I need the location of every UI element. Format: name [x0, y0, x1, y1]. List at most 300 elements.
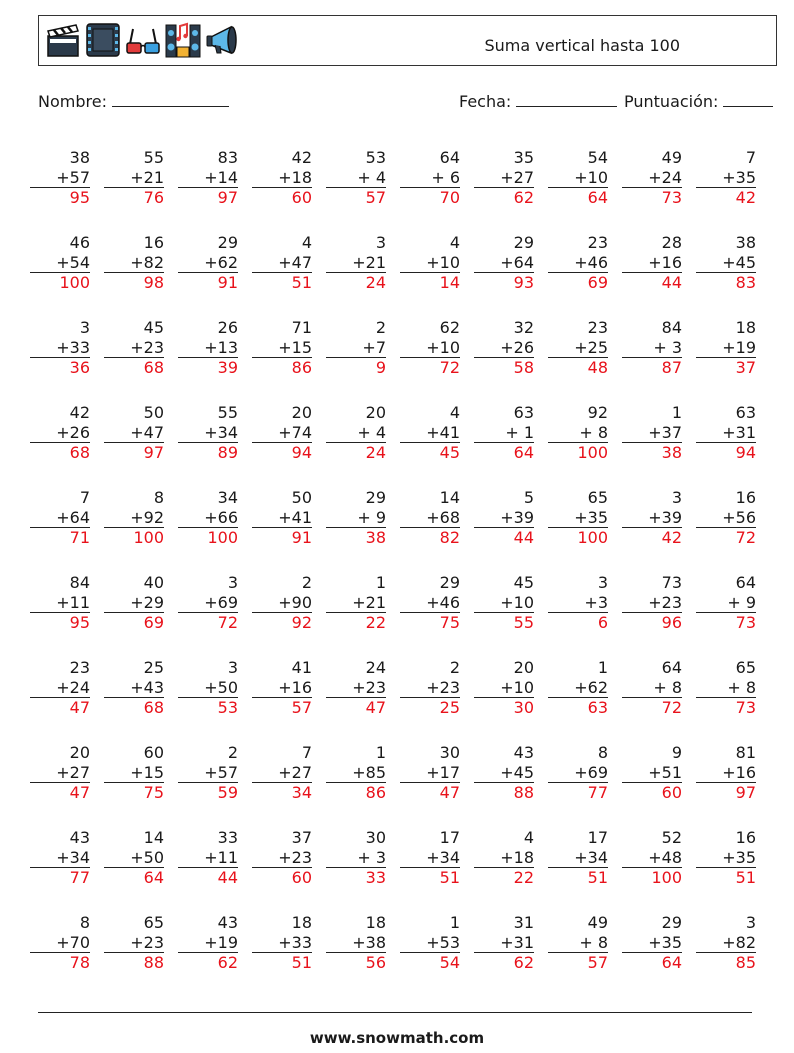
top-addend: 65: [143, 913, 164, 932]
answer: 57: [252, 697, 312, 718]
addition-problem: [178, 318, 238, 378]
addition-problem: [622, 233, 682, 293]
bottom-addend: +50: [130, 847, 164, 867]
top-addend: 4: [449, 403, 460, 422]
addition-problem: [622, 743, 682, 803]
answer: 64: [548, 187, 608, 208]
answer: 47: [30, 697, 90, 718]
top-addend: 17: [587, 828, 608, 847]
answer: 60: [622, 782, 682, 803]
bottom-addend: +39: [500, 507, 534, 527]
top-addend: 9: [671, 743, 682, 762]
top-addend: 40: [143, 573, 164, 592]
answer: 14: [400, 272, 460, 293]
bottom-addend: +10: [426, 252, 460, 272]
answer: 55: [474, 612, 534, 633]
bottom-addend: +31: [500, 932, 534, 952]
top-addend: 30: [439, 743, 460, 762]
answer: 97: [104, 442, 164, 463]
answer: 60: [252, 187, 312, 208]
addition-problem: [622, 148, 682, 208]
top-addend: 29: [513, 233, 534, 252]
top-addend: 73: [661, 573, 682, 592]
answer: 60: [252, 867, 312, 888]
answer: 62: [474, 187, 534, 208]
addition-problem: [252, 233, 312, 293]
addition-problem: [104, 828, 164, 888]
addition-problem: [548, 658, 608, 718]
addition-problem: [104, 573, 164, 633]
bottom-addend: +33: [278, 932, 312, 952]
top-addend: 8: [597, 743, 608, 762]
answer: 63: [548, 697, 608, 718]
bottom-addend: +17: [426, 762, 460, 782]
addition-problem: [474, 573, 534, 633]
top-addend: 64: [735, 573, 756, 592]
top-addend: 31: [513, 913, 534, 932]
answer: 100: [30, 272, 90, 293]
top-addend: 53: [365, 148, 386, 167]
addition-problem: [326, 828, 386, 888]
bottom-addend: +21: [130, 167, 164, 187]
answer: 62: [474, 952, 534, 973]
top-addend: 64: [661, 658, 682, 677]
bottom-addend: +21: [352, 252, 386, 272]
top-addend: 2: [449, 658, 460, 677]
bottom-addend: +62: [204, 252, 238, 272]
bottom-addend: + 8: [579, 422, 608, 442]
bottom-addend: +64: [56, 507, 90, 527]
addition-problem: [104, 233, 164, 293]
addition-problem: [30, 573, 90, 633]
top-addend: 14: [439, 488, 460, 507]
top-addend: 2: [301, 573, 312, 592]
answer: 44: [474, 527, 534, 548]
answer: 51: [252, 272, 312, 293]
answer: 100: [548, 527, 608, 548]
addition-problem: [252, 403, 312, 463]
top-addend: 45: [513, 573, 534, 592]
bottom-addend: +43: [130, 677, 164, 697]
addition-problem: [252, 658, 312, 718]
addition-problem: [104, 913, 164, 973]
bottom-addend: +34: [426, 847, 460, 867]
bottom-addend: +74: [278, 422, 312, 442]
top-addend: 3: [227, 658, 238, 677]
top-addend: 49: [587, 913, 608, 932]
answer: 89: [178, 442, 238, 463]
answer: 64: [622, 952, 682, 973]
bottom-addend: +18: [500, 847, 534, 867]
answer: 54: [400, 952, 460, 973]
addition-problem: [178, 743, 238, 803]
answer: 47: [326, 697, 386, 718]
addition-problem: [178, 233, 238, 293]
addition-problem: [252, 573, 312, 633]
answer: 59: [178, 782, 238, 803]
bottom-addend: +15: [130, 762, 164, 782]
top-addend: 20: [513, 658, 534, 677]
answer: 68: [104, 697, 164, 718]
bottom-addend: +15: [278, 337, 312, 357]
answer: 73: [622, 187, 682, 208]
top-addend: 23: [587, 318, 608, 337]
addition-problem: [622, 658, 682, 718]
answer: 83: [696, 272, 756, 293]
answer: 86: [326, 782, 386, 803]
bottom-addend: +26: [500, 337, 534, 357]
bottom-addend: +82: [722, 932, 756, 952]
date-label: Fecha:: [459, 92, 512, 111]
bottom-addend: +85: [352, 762, 386, 782]
answer: 95: [30, 187, 90, 208]
addition-problem: [474, 318, 534, 378]
answer: 22: [326, 612, 386, 633]
top-addend: 43: [217, 913, 238, 932]
answer: 37: [696, 357, 756, 378]
bottom-addend: +70: [56, 932, 90, 952]
addition-problem: [252, 488, 312, 548]
top-addend: 18: [365, 913, 386, 932]
bottom-addend: +45: [500, 762, 534, 782]
top-addend: 16: [143, 233, 164, 252]
top-addend: 50: [143, 403, 164, 422]
top-addend: 65: [587, 488, 608, 507]
bottom-addend: +90: [278, 592, 312, 612]
addition-problem: [696, 488, 756, 548]
answer: 30: [474, 697, 534, 718]
addition-problem: [326, 148, 386, 208]
answer: 39: [178, 357, 238, 378]
top-addend: 8: [153, 488, 164, 507]
name-label: Nombre:: [38, 92, 107, 111]
answer: 57: [548, 952, 608, 973]
top-addend: 4: [449, 233, 460, 252]
top-addend: 1: [449, 913, 460, 932]
top-addend: 1: [375, 743, 386, 762]
top-addend: 42: [291, 148, 312, 167]
bottom-addend: +23: [130, 932, 164, 952]
addition-problem: [622, 913, 682, 973]
bottom-addend: +23: [278, 847, 312, 867]
answer: 94: [696, 442, 756, 463]
top-addend: 32: [513, 318, 534, 337]
top-addend: 29: [365, 488, 386, 507]
answer: 38: [326, 527, 386, 548]
addition-problem: [622, 318, 682, 378]
answer: 47: [30, 782, 90, 803]
answer: 56: [326, 952, 386, 973]
addition-problem: [178, 488, 238, 548]
bottom-addend: +34: [574, 847, 608, 867]
answer: 42: [622, 527, 682, 548]
addition-problem: [548, 828, 608, 888]
answer: 64: [474, 442, 534, 463]
bottom-addend: + 3: [357, 847, 386, 867]
top-addend: 20: [69, 743, 90, 762]
top-addend: 3: [375, 233, 386, 252]
top-addend: 23: [69, 658, 90, 677]
bottom-addend: +69: [204, 592, 238, 612]
top-addend: 38: [69, 148, 90, 167]
top-addend: 7: [745, 148, 756, 167]
bottom-addend: + 9: [357, 507, 386, 527]
bottom-addend: + 4: [357, 422, 386, 442]
bottom-addend: +26: [56, 422, 90, 442]
bottom-addend: +33: [56, 337, 90, 357]
top-addend: 45: [143, 318, 164, 337]
top-addend: 35: [513, 148, 534, 167]
addition-problem: [400, 403, 460, 463]
top-addend: 20: [365, 403, 386, 422]
answer: 70: [400, 187, 460, 208]
addition-problem: [696, 743, 756, 803]
bottom-addend: +69: [574, 762, 608, 782]
addition-problem: [622, 403, 682, 463]
top-addend: 3: [227, 573, 238, 592]
answer: 96: [622, 612, 682, 633]
answer: 76: [104, 187, 164, 208]
bottom-addend: +35: [722, 847, 756, 867]
addition-problem: [548, 913, 608, 973]
addition-problem: [30, 233, 90, 293]
answer: 36: [30, 357, 90, 378]
addition-problem: [326, 318, 386, 378]
top-addend: 24: [365, 658, 386, 677]
bottom-addend: +11: [204, 847, 238, 867]
addition-problem: [474, 148, 534, 208]
answer: 71: [30, 527, 90, 548]
answer: 6: [548, 612, 608, 633]
answer: 42: [696, 187, 756, 208]
addition-problem: [696, 573, 756, 633]
addition-problem: [400, 658, 460, 718]
addition-problem: [252, 743, 312, 803]
top-addend: 83: [217, 148, 238, 167]
addition-problem: [400, 488, 460, 548]
top-addend: 63: [513, 403, 534, 422]
top-addend: 55: [217, 403, 238, 422]
top-addend: 84: [661, 318, 682, 337]
top-addend: 2: [375, 318, 386, 337]
answer: 51: [252, 952, 312, 973]
answer: 72: [400, 357, 460, 378]
addition-problem: [400, 318, 460, 378]
answer: 100: [548, 442, 608, 463]
addition-problem: [696, 233, 756, 293]
bottom-addend: +68: [426, 507, 460, 527]
bottom-addend: +10: [426, 337, 460, 357]
addition-problem: [622, 573, 682, 633]
bottom-addend: +23: [352, 677, 386, 697]
top-addend: 65: [735, 658, 756, 677]
bottom-addend: +47: [278, 252, 312, 272]
addition-problem: [326, 488, 386, 548]
addition-problem: [548, 573, 608, 633]
addition-problem: [30, 148, 90, 208]
top-addend: 5: [523, 488, 534, 507]
bottom-addend: +31: [722, 422, 756, 442]
top-addend: 84: [69, 573, 90, 592]
top-addend: 7: [301, 743, 312, 762]
bottom-addend: +46: [426, 592, 460, 612]
addition-problem: [400, 828, 460, 888]
addition-problem: [400, 148, 460, 208]
bottom-addend: +35: [574, 507, 608, 527]
answer: 68: [30, 442, 90, 463]
addition-problem: [104, 403, 164, 463]
answer: 95: [30, 612, 90, 633]
bottom-addend: +34: [56, 847, 90, 867]
answer: 75: [104, 782, 164, 803]
bottom-addend: +92: [130, 507, 164, 527]
addition-problem: [104, 318, 164, 378]
answer: 88: [474, 782, 534, 803]
top-addend: 4: [523, 828, 534, 847]
addition-problem: [326, 743, 386, 803]
answer: 9: [326, 357, 386, 378]
addition-problem: [696, 913, 756, 973]
bottom-addend: +24: [56, 677, 90, 697]
top-addend: 46: [69, 233, 90, 252]
answer: 87: [622, 357, 682, 378]
addition-problem: [622, 488, 682, 548]
top-addend: 62: [439, 318, 460, 337]
addition-problem: [252, 828, 312, 888]
addition-problem: [178, 658, 238, 718]
answer: 85: [696, 952, 756, 973]
top-addend: 29: [217, 233, 238, 252]
addition-problem: [474, 488, 534, 548]
footer-divider: [38, 1012, 752, 1013]
answer: 86: [252, 357, 312, 378]
top-addend: 41: [291, 658, 312, 677]
answer: 44: [178, 867, 238, 888]
answer: 100: [104, 527, 164, 548]
bottom-addend: +18: [278, 167, 312, 187]
bottom-addend: +47: [130, 422, 164, 442]
bottom-addend: +57: [56, 167, 90, 187]
addition-problem: [104, 743, 164, 803]
answer: 45: [400, 442, 460, 463]
top-addend: 43: [69, 828, 90, 847]
addition-problem: [696, 403, 756, 463]
top-addend: 54: [587, 148, 608, 167]
bottom-addend: +10: [574, 167, 608, 187]
worksheet-title: Suma vertical hasta 100: [484, 36, 680, 55]
top-addend: 23: [587, 233, 608, 252]
addition-problem: [178, 913, 238, 973]
top-addend: 29: [661, 913, 682, 932]
answer: 51: [548, 867, 608, 888]
answer: 53: [178, 697, 238, 718]
top-addend: 81: [735, 743, 756, 762]
answer: 24: [326, 272, 386, 293]
top-addend: 3: [597, 573, 608, 592]
addition-problem: [252, 913, 312, 973]
answer: 88: [104, 952, 164, 973]
addition-problem: [326, 403, 386, 463]
top-addend: 55: [143, 148, 164, 167]
bottom-addend: +66: [204, 507, 238, 527]
addition-problem: [548, 743, 608, 803]
addition-problem: [548, 233, 608, 293]
bottom-addend: +37: [648, 422, 682, 442]
answer: 77: [30, 867, 90, 888]
addition-problem: [178, 148, 238, 208]
bottom-addend: +27: [278, 762, 312, 782]
score-label: Puntuación:: [624, 92, 719, 111]
answer: 75: [400, 612, 460, 633]
bottom-addend: + 1: [505, 422, 534, 442]
answer: 73: [696, 697, 756, 718]
bottom-addend: +16: [648, 252, 682, 272]
bottom-addend: +46: [574, 252, 608, 272]
top-addend: 42: [69, 403, 90, 422]
bottom-addend: +48: [648, 847, 682, 867]
addition-problem: [400, 233, 460, 293]
bottom-addend: +23: [426, 677, 460, 697]
answer: 51: [400, 867, 460, 888]
addition-problem: [696, 148, 756, 208]
bottom-addend: + 4: [357, 167, 386, 187]
answer: 64: [104, 867, 164, 888]
bottom-addend: +41: [426, 422, 460, 442]
bottom-addend: +23: [648, 592, 682, 612]
answer: 24: [326, 442, 386, 463]
answer: 93: [474, 272, 534, 293]
bottom-addend: +41: [278, 507, 312, 527]
top-addend: 29: [439, 573, 460, 592]
bottom-addend: +25: [574, 337, 608, 357]
top-addend: 14: [143, 828, 164, 847]
top-addend: 20: [291, 403, 312, 422]
addition-problem: [400, 743, 460, 803]
answer: 69: [104, 612, 164, 633]
addition-problem: [696, 658, 756, 718]
addition-problem: [178, 828, 238, 888]
addition-problem: [30, 658, 90, 718]
answer: 78: [30, 952, 90, 973]
addition-problem: [474, 913, 534, 973]
bottom-addend: +29: [130, 592, 164, 612]
bottom-addend: +16: [722, 762, 756, 782]
addition-problem: [548, 488, 608, 548]
bottom-addend: + 8: [579, 932, 608, 952]
bottom-addend: +27: [500, 167, 534, 187]
top-addend: 50: [291, 488, 312, 507]
answer: 100: [178, 527, 238, 548]
answer: 22: [474, 867, 534, 888]
answer: 62: [178, 952, 238, 973]
bottom-addend: +7: [362, 337, 386, 357]
answer: 94: [252, 442, 312, 463]
addition-problem: [326, 658, 386, 718]
bottom-addend: +62: [574, 677, 608, 697]
answer: 69: [548, 272, 608, 293]
top-addend: 1: [597, 658, 608, 677]
answer: 73: [696, 612, 756, 633]
top-addend: 18: [291, 913, 312, 932]
addition-problem: [474, 658, 534, 718]
answer: 72: [622, 697, 682, 718]
addition-problem: [178, 403, 238, 463]
bottom-addend: +13: [204, 337, 238, 357]
addition-problem: [400, 573, 460, 633]
addition-problem: [474, 233, 534, 293]
top-addend: 2: [227, 743, 238, 762]
addition-problem: [104, 488, 164, 548]
